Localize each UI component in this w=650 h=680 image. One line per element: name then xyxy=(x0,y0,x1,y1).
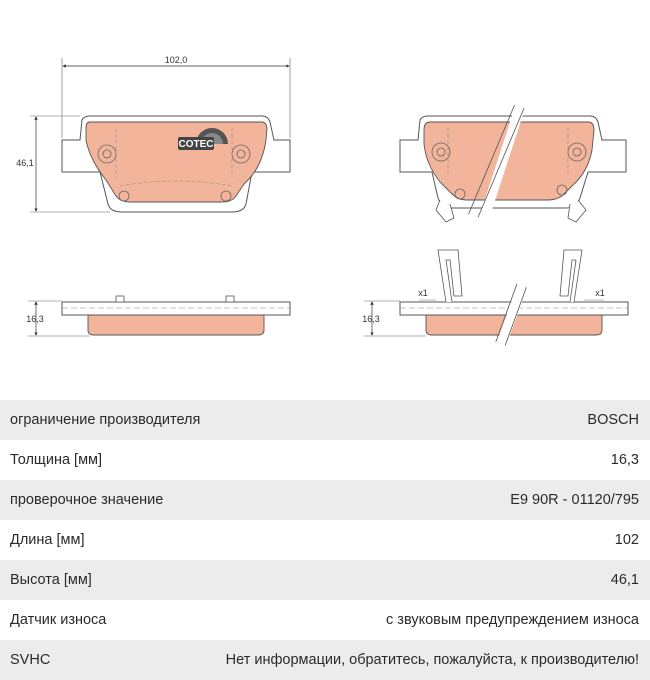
width-dimension-label: 102,0 xyxy=(164,55,188,65)
height-dimension-label: 46,1 xyxy=(16,158,34,168)
spec-row-svhc xyxy=(0,640,650,680)
spec-value: 46,1 xyxy=(610,572,639,588)
pad-front-view-left xyxy=(16,55,290,212)
clip-right xyxy=(568,200,586,222)
thickness-dimension-label-right: 16,3 xyxy=(362,314,380,324)
wear-clip-right xyxy=(560,250,582,302)
spec-value: E9 90R - 01120/795 xyxy=(510,492,639,508)
specs-table xyxy=(0,400,650,680)
spec-label: ограничение производителя xyxy=(10,412,201,428)
spec-value: BOSCH xyxy=(587,412,639,428)
backing-plate xyxy=(62,302,290,315)
spec-row-wear-sensor xyxy=(0,600,650,640)
spec-row-manufacturer-restriction xyxy=(0,400,650,440)
spec-label: Длина [мм] xyxy=(10,532,85,548)
spec-label: Толщина [мм] xyxy=(10,452,103,468)
spec-row-thickness xyxy=(0,440,650,480)
clip-left xyxy=(436,200,454,222)
spec-value: Нет информации, обратитесь, пожалуйста, к производителю! xyxy=(225,652,639,668)
friction-material xyxy=(86,122,267,202)
pad-side-view-right xyxy=(362,250,628,346)
spec-label: SVHC xyxy=(10,652,51,668)
spec-label: Высота [мм] xyxy=(10,572,92,588)
spec-row-height xyxy=(0,560,650,600)
spec-value: 102 xyxy=(614,532,639,548)
spec-row-length xyxy=(0,520,650,560)
pad-side-view-left xyxy=(26,296,290,336)
spec-label: проверочное значение xyxy=(10,492,164,508)
wear-clip-left xyxy=(438,250,462,302)
clip-count-left: x1 xyxy=(418,288,428,298)
thickness-dimension-label-left: 16,3 xyxy=(26,314,44,324)
friction-layer xyxy=(88,315,264,335)
spec-value: с звуковым предупреждением износа xyxy=(386,612,639,628)
spec-value: 16,3 xyxy=(610,452,639,468)
clip-count-right: x1 xyxy=(595,288,605,298)
svg-text:COTEC: COTEC xyxy=(178,139,214,150)
pad-front-view-right xyxy=(400,102,626,222)
spec-row-test-value xyxy=(0,480,650,520)
spec-label: Датчик износа xyxy=(10,612,107,628)
